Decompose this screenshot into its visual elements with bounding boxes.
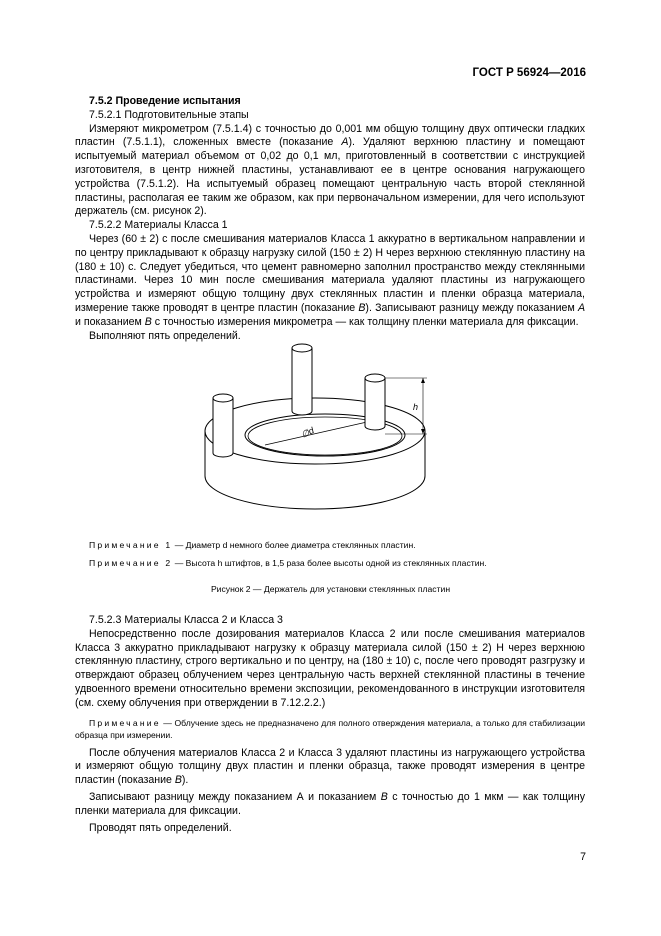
page-number: 7 [580,851,586,863]
figure-note-2: Примечание 2 — Высота h штифтов, в 1,5 раза более высоты одной из стеклянных пластин. [89,558,487,568]
paragraph: После облучения материалов Класса 2 и Класса 3 удаляют пластины из нагружающего устройства и измеряют общую толщину двух пластин и пленки образца, также проводят измерения в центре пластин (показание B). [75,746,585,787]
paragraph: Записывают разницу между показанием А и показанием B с точностью до 1 мкм — как толщину пленки материала для фиксации. [75,790,585,817]
paragraph: Непосредственно после дозирования материалов Класса 2 или после смешивания материалов Класса 3 аккуратно прикладывают нагрузку к образцу материала силой (150 ± 2) Н через верхнюю стеклянную пластину, строго вертикально и по центру, на (180 ± 10) с, после чего проводят разгрузку и отверждают образец облучением через центральную часть верхней стеклянной пластины в течение удвоенного времени относительно времени экспозиции, рекомендованного в инструкции изготовителя (см. схему облучения при отверждении в 7.12.2.2.) [75,627,585,709]
subsection-title: 7.5.2.3 Материалы Класса 2 и Класса 3 [89,614,283,626]
height-label: h [413,402,419,412]
paragraph: Измеряют микрометром (7.5.1.4) с точностью до 0,001 мм общую толщину двух оптически гладких пластин (7.5.1.1), сложенных вместе (показание A). Удаляют верхнюю пластину и помещают испытуемый материал объемом от 0,02 до 0,1 мл, приготовленный в соответствии с инструкцией изготовителя, в центр нижней пластины, устанавливают ее в центре основания нагружающего устройства (7.5.1.2). На испытуемый образец помещают центральную часть второй стеклянной пластины, располагая ее таким же образом, как при первоначальном измерении, для чего используют держатель (см. рисунок 2). [75,122,585,218]
subsection-title: 7.5.2.1 Подготовительные этапы [89,108,249,121]
paragraph: Выполняют пять определений. [89,329,241,342]
subsection-title: 7.5.2.2 Материалы Класса 1 [89,219,228,232]
holder-figure [195,338,435,518]
section-752 [75,95,585,343]
paragraph: Проводят пять определений. [89,821,232,834]
note: Примечание — Облучение здесь не предназначено для полного отверждения материала, а только для стабилизации образца при измерении. [75,717,585,740]
document-header: ГОСТ Р 56924—2016 [472,67,586,79]
figure-notes [75,539,585,569]
paragraph: Через (60 ± 2) с после смешивания материалов Класса 1 аккуратно в вертикальном направлении и по центру прикладывают к образцу нагрузку силой (150 ± 2) Н через верхнюю стеклянную пластину на (180 ± 10) с. Следует убедиться, что цемент равномерно заполнил пространство между стеклянными пластинами. Через 10 мин после смешивания материала удаляют пластины из нагружающего устройства и измеряют общую толщину двух стеклянных пластин и пленки образца материала, измерение также проводят в центре пластин (показание B). Записывают разницу между показанием A и показанием B с точностью измерения микрометра — как толщину пленки материала для фиксации. [75,232,586,328]
figure-caption: Рисунок 2 — Держатель для установки стеклянных пластин [210,584,451,594]
figure-note-1: Примечание 1 — Диаметр d немного более диаметра стеклянных пластин. [89,540,416,550]
section-heading: 7.5.2 Проведение испытания [89,95,241,107]
diameter-label: ∅d [299,425,316,440]
section-7523 [75,614,585,835]
